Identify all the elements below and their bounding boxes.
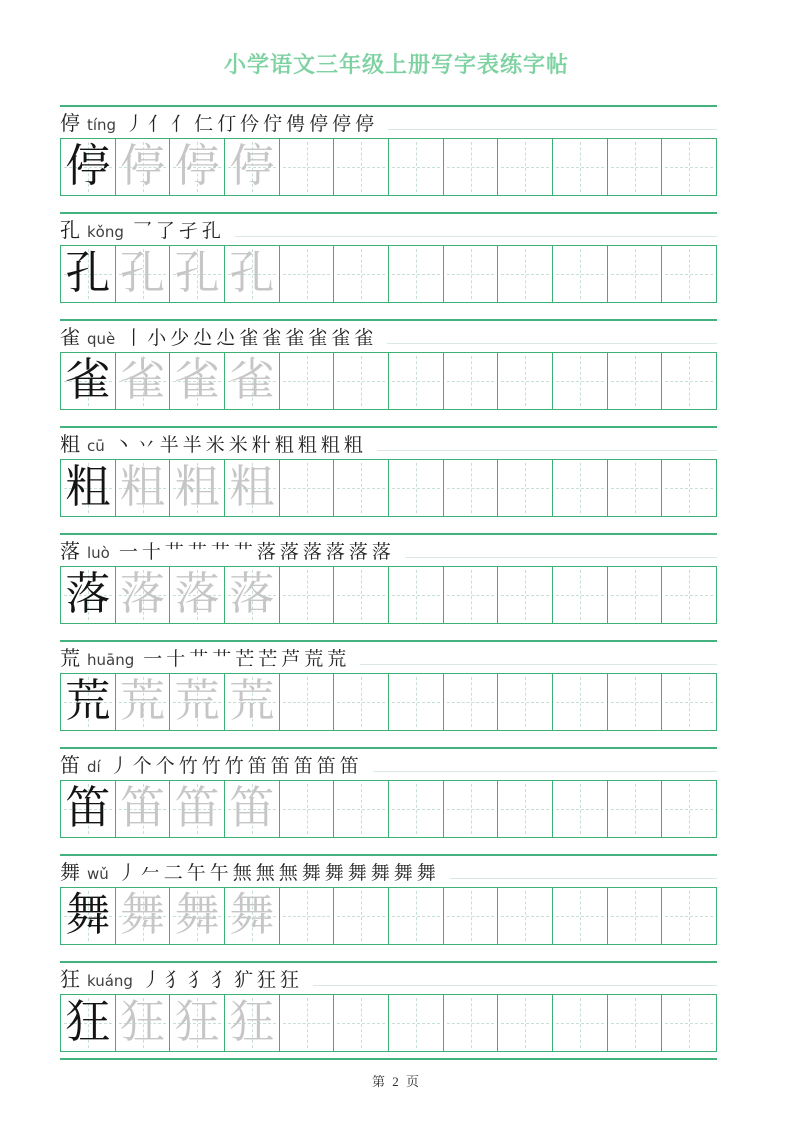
trace-character: 笛 — [120, 783, 166, 833]
bottom-divider — [60, 1058, 717, 1060]
header-character: 笛 — [60, 755, 80, 777]
practice-cell — [552, 781, 607, 837]
practice-cell — [169, 246, 224, 302]
header-stroke-order: 丿犭犭犭犷狂狂 — [141, 970, 303, 991]
cell-guide-horizontal — [665, 167, 713, 168]
cell-guide-horizontal — [392, 274, 440, 275]
cell-guide-horizontal — [447, 595, 495, 596]
trace-character: 停 — [120, 141, 166, 191]
practice-grid — [60, 138, 717, 196]
practice-cell — [661, 674, 716, 730]
cell-guide-horizontal — [283, 488, 331, 489]
practice-cell — [169, 888, 224, 944]
practice-cell — [388, 781, 443, 837]
cell-guide-horizontal — [447, 916, 495, 917]
header-leader-line — [373, 771, 717, 772]
cell-guide-horizontal — [665, 702, 713, 703]
cell-guide-horizontal — [501, 916, 549, 917]
header-stroke-order: 丨小少尐尐雀雀雀雀雀雀 — [124, 328, 378, 349]
footer-page-number: 第 2 页 — [371, 1074, 421, 1089]
practice-cell — [224, 674, 279, 730]
trace-character: 荒 — [174, 676, 220, 726]
cell-guide-horizontal — [556, 167, 604, 168]
header-leader-line — [388, 129, 717, 130]
practice-cell — [115, 567, 170, 623]
cell-guide-horizontal — [501, 809, 549, 810]
trace-character: 孔 — [229, 248, 275, 298]
practice-cell — [224, 567, 279, 623]
practice-cell — [61, 888, 115, 944]
section-divider — [60, 747, 717, 749]
header-pinyin: kǒng — [87, 222, 124, 241]
cell-guide-horizontal — [556, 809, 604, 810]
practice-cell — [169, 460, 224, 516]
cell-guide-horizontal — [611, 381, 659, 382]
model-character: 落 — [65, 569, 111, 619]
cell-guide-horizontal — [447, 809, 495, 810]
header-pinyin: luò — [87, 543, 110, 562]
practice-section — [60, 426, 717, 517]
practice-cell — [333, 995, 388, 1051]
cell-guide-horizontal — [337, 381, 385, 382]
header-leader-line — [405, 557, 717, 558]
cell-guide-horizontal — [283, 595, 331, 596]
trace-character: 舞 — [174, 890, 220, 940]
practice-section — [60, 854, 717, 945]
cell-guide-horizontal — [501, 488, 549, 489]
practice-cell — [607, 888, 662, 944]
trace-character: 狂 — [120, 997, 166, 1047]
header-pinyin: wǔ — [87, 864, 109, 883]
header-pinyin: huāng — [87, 650, 135, 669]
practice-grid — [60, 994, 717, 1052]
cell-guide-horizontal — [337, 595, 385, 596]
trace-character: 粗 — [174, 462, 220, 512]
cell-guide-horizontal — [337, 167, 385, 168]
practice-cell — [115, 995, 170, 1051]
practice-cell — [552, 353, 607, 409]
header-stroke-order: 乛了孑孔 — [132, 221, 225, 242]
cell-guide-horizontal — [556, 274, 604, 275]
header-character: 雀 — [60, 327, 80, 349]
practice-cell — [279, 567, 334, 623]
cell-guide-horizontal — [447, 1023, 495, 1024]
trace-character: 停 — [174, 141, 220, 191]
cell-guide-horizontal — [556, 1023, 604, 1024]
header-leader-line — [450, 878, 717, 879]
practice-cell — [169, 781, 224, 837]
practice-cell — [333, 567, 388, 623]
header-character: 停 — [60, 113, 80, 135]
header-leader-line — [235, 236, 717, 237]
practice-cell — [388, 995, 443, 1051]
cell-guide-horizontal — [392, 595, 440, 596]
trace-character: 雀 — [229, 355, 275, 405]
practice-cell — [552, 674, 607, 730]
practice-cell — [497, 674, 552, 730]
practice-cell — [388, 246, 443, 302]
practice-cell — [224, 995, 279, 1051]
practice-grid — [60, 245, 717, 303]
model-character: 停 — [65, 141, 111, 191]
cell-guide-horizontal — [611, 809, 659, 810]
section-header — [60, 432, 717, 459]
header-pinyin: què — [87, 329, 116, 348]
practice-cell — [497, 139, 552, 195]
practice-section — [60, 961, 717, 1052]
page-title: 小学语文三年级上册写字表练字帖 — [223, 52, 569, 77]
practice-cell — [443, 353, 498, 409]
practice-cell — [61, 995, 115, 1051]
practice-cell — [224, 139, 279, 195]
practice-cell — [115, 139, 170, 195]
practice-cell — [661, 460, 716, 516]
cell-guide-horizontal — [665, 595, 713, 596]
cell-guide-horizontal — [665, 381, 713, 382]
cell-guide-horizontal — [611, 274, 659, 275]
trace-character: 舞 — [120, 890, 166, 940]
cell-guide-horizontal — [283, 274, 331, 275]
cell-guide-horizontal — [611, 1023, 659, 1024]
practice-cell — [607, 567, 662, 623]
practice-cell — [552, 246, 607, 302]
practice-cell — [224, 460, 279, 516]
header-character: 落 — [60, 541, 80, 563]
trace-character: 狂 — [174, 997, 220, 1047]
practice-cell — [169, 995, 224, 1051]
cell-guide-horizontal — [447, 702, 495, 703]
practice-cell — [607, 674, 662, 730]
practice-cell — [61, 674, 115, 730]
cell-guide-horizontal — [447, 167, 495, 168]
practice-section — [60, 105, 717, 196]
cell-guide-horizontal — [501, 381, 549, 382]
cell-guide-horizontal — [556, 381, 604, 382]
model-character: 粗 — [65, 462, 111, 512]
cell-guide-horizontal — [447, 274, 495, 275]
trace-character: 孔 — [174, 248, 220, 298]
header-leader-line — [377, 450, 717, 451]
practice-cell — [333, 353, 388, 409]
practice-cell — [169, 674, 224, 730]
practice-grid — [60, 352, 717, 410]
practice-cell — [443, 246, 498, 302]
practice-cell — [279, 353, 334, 409]
practice-cell — [115, 460, 170, 516]
trace-character: 落 — [120, 569, 166, 619]
practice-cell — [224, 781, 279, 837]
practice-cell — [661, 246, 716, 302]
cell-guide-horizontal — [611, 595, 659, 596]
section-divider — [60, 854, 717, 856]
practice-cell — [661, 139, 716, 195]
header-stroke-order: 丿个个竹竹竹笛笛笛笛笛 — [109, 756, 363, 777]
practice-section — [60, 640, 717, 731]
practice-cell — [61, 246, 115, 302]
practice-cell — [279, 888, 334, 944]
trace-character: 狂 — [229, 997, 275, 1047]
cell-guide-horizontal — [392, 702, 440, 703]
practice-grid — [60, 780, 717, 838]
cell-guide-horizontal — [611, 916, 659, 917]
practice-cell — [607, 781, 662, 837]
practice-cell — [388, 888, 443, 944]
practice-cell — [169, 567, 224, 623]
practice-cell — [333, 460, 388, 516]
cell-guide-horizontal — [283, 167, 331, 168]
section-header — [60, 646, 717, 673]
practice-cell — [607, 995, 662, 1051]
practice-cell — [61, 139, 115, 195]
practice-grid — [60, 459, 717, 517]
practice-cell — [279, 674, 334, 730]
practice-cell — [388, 353, 443, 409]
practice-cell — [115, 888, 170, 944]
cell-guide-horizontal — [283, 809, 331, 810]
header-character: 舞 — [60, 862, 80, 884]
cell-guide-horizontal — [392, 488, 440, 489]
cell-guide-horizontal — [392, 1023, 440, 1024]
section-header — [60, 860, 717, 887]
practice-cell — [169, 139, 224, 195]
practice-cell — [661, 781, 716, 837]
cell-guide-horizontal — [447, 381, 495, 382]
practice-cell — [224, 353, 279, 409]
practice-cell — [333, 139, 388, 195]
section-divider — [60, 640, 717, 642]
trace-character: 粗 — [229, 462, 275, 512]
practice-cell — [388, 674, 443, 730]
practice-cell — [279, 781, 334, 837]
header-leader-line — [360, 664, 717, 665]
header-stroke-order: 一十艹艹芒芒芦荒荒 — [143, 649, 351, 670]
practice-cell — [279, 139, 334, 195]
practice-cell — [552, 888, 607, 944]
practice-cell — [552, 139, 607, 195]
practice-cell — [224, 246, 279, 302]
practice-cell — [115, 246, 170, 302]
practice-cell — [61, 567, 115, 623]
cell-guide-horizontal — [392, 916, 440, 917]
practice-cell — [224, 888, 279, 944]
header-pinyin: dí — [87, 757, 101, 776]
practice-cell — [333, 888, 388, 944]
practice-cell — [552, 460, 607, 516]
cell-guide-horizontal — [392, 167, 440, 168]
cell-guide-horizontal — [556, 595, 604, 596]
practice-cell — [607, 353, 662, 409]
section-header — [60, 218, 717, 245]
trace-character: 舞 — [229, 890, 275, 940]
header-pinyin: tíng — [87, 115, 117, 134]
practice-section — [60, 212, 717, 303]
practice-cell — [115, 353, 170, 409]
practice-cell — [61, 460, 115, 516]
cell-guide-horizontal — [283, 916, 331, 917]
practice-cell — [607, 460, 662, 516]
trace-character: 荒 — [229, 676, 275, 726]
header-character: 荒 — [60, 648, 80, 670]
practice-cell — [115, 781, 170, 837]
practice-cell — [607, 139, 662, 195]
cell-guide-horizontal — [611, 167, 659, 168]
section-divider — [60, 533, 717, 535]
header-stroke-order: 丿亻亻仁仃仱佇俜停停停 — [125, 114, 379, 135]
practice-cell — [661, 353, 716, 409]
trace-character: 笛 — [229, 783, 275, 833]
practice-cell — [443, 674, 498, 730]
practice-section — [60, 747, 717, 838]
cell-guide-horizontal — [501, 702, 549, 703]
cell-guide-horizontal — [392, 809, 440, 810]
header-character: 孔 — [60, 220, 80, 242]
cell-guide-horizontal — [665, 274, 713, 275]
practice-grid — [60, 566, 717, 624]
practice-cell — [443, 781, 498, 837]
practice-grid — [60, 673, 717, 731]
practice-cell — [169, 353, 224, 409]
practice-cell — [497, 460, 552, 516]
practice-cell — [333, 246, 388, 302]
header-pinyin: kuáng — [87, 971, 133, 990]
practice-section — [60, 319, 717, 410]
practice-cell — [443, 995, 498, 1051]
cell-guide-horizontal — [392, 381, 440, 382]
trace-character: 雀 — [120, 355, 166, 405]
model-character: 笛 — [65, 783, 111, 833]
cell-guide-horizontal — [337, 1023, 385, 1024]
practice-cell — [497, 567, 552, 623]
section-divider — [60, 961, 717, 963]
section-divider — [60, 212, 717, 214]
practice-cell — [607, 246, 662, 302]
cell-guide-horizontal — [665, 809, 713, 810]
practice-cell — [497, 353, 552, 409]
practice-cell — [279, 460, 334, 516]
cell-guide-horizontal — [611, 488, 659, 489]
header-character: 狂 — [60, 969, 80, 991]
cell-guide-horizontal — [283, 1023, 331, 1024]
cell-guide-horizontal — [501, 1023, 549, 1024]
practice-cell — [279, 246, 334, 302]
practice-cell — [61, 781, 115, 837]
cell-guide-horizontal — [665, 488, 713, 489]
practice-cell — [443, 460, 498, 516]
trace-character: 荒 — [120, 676, 166, 726]
practice-cell — [497, 995, 552, 1051]
practice-cell — [333, 674, 388, 730]
practice-cell — [443, 888, 498, 944]
trace-character: 粗 — [120, 462, 166, 512]
cell-guide-horizontal — [556, 916, 604, 917]
section-divider — [60, 105, 717, 107]
practice-cell — [443, 567, 498, 623]
practice-cell — [443, 139, 498, 195]
practice-section — [60, 533, 717, 624]
cell-guide-horizontal — [337, 488, 385, 489]
practice-cell — [497, 246, 552, 302]
section-header — [60, 967, 717, 994]
trace-character: 雀 — [174, 355, 220, 405]
cell-guide-horizontal — [665, 916, 713, 917]
trace-character: 笛 — [174, 783, 220, 833]
header-leader-line — [313, 985, 717, 986]
practice-grid — [60, 887, 717, 945]
cell-guide-horizontal — [283, 702, 331, 703]
practice-cell — [552, 567, 607, 623]
section-header — [60, 111, 717, 138]
trace-character: 停 — [229, 141, 275, 191]
model-character: 荒 — [65, 676, 111, 726]
trace-character: 落 — [174, 569, 220, 619]
cell-guide-horizontal — [447, 488, 495, 489]
practice-cell — [497, 888, 552, 944]
practice-cell — [661, 995, 716, 1051]
header-stroke-order: 丿𠂉二午午無無無舞舞舞舞舞舞 — [117, 863, 440, 884]
section-divider — [60, 426, 717, 428]
cell-guide-horizontal — [337, 809, 385, 810]
header-pinyin: cū — [87, 436, 105, 455]
practice-cell — [661, 888, 716, 944]
cell-guide-horizontal — [501, 595, 549, 596]
practice-cell — [552, 995, 607, 1051]
cell-guide-horizontal — [665, 1023, 713, 1024]
trace-character: 落 — [229, 569, 275, 619]
header-leader-line — [387, 343, 717, 344]
practice-cell — [333, 781, 388, 837]
cell-guide-horizontal — [501, 274, 549, 275]
cell-guide-horizontal — [283, 381, 331, 382]
header-stroke-order: 丶丷半半米米籵粗粗粗粗 — [113, 435, 367, 456]
practice-cell — [661, 567, 716, 623]
practice-cell — [388, 567, 443, 623]
header-stroke-order: 一十艹艹艹艹落落落落落落 — [118, 542, 395, 563]
cell-guide-horizontal — [501, 167, 549, 168]
cell-guide-horizontal — [337, 274, 385, 275]
trace-character: 孔 — [120, 248, 166, 298]
section-header — [60, 539, 717, 566]
cell-guide-horizontal — [556, 702, 604, 703]
practice-cell — [388, 139, 443, 195]
cell-guide-horizontal — [556, 488, 604, 489]
header-character: 粗 — [60, 434, 80, 456]
practice-cell — [61, 353, 115, 409]
section-divider — [60, 319, 717, 321]
model-character: 狂 — [65, 997, 111, 1047]
model-character: 舞 — [65, 890, 111, 940]
cell-guide-horizontal — [337, 702, 385, 703]
cell-guide-horizontal — [611, 702, 659, 703]
practice-cell — [279, 995, 334, 1051]
model-character: 孔 — [65, 248, 111, 298]
cell-guide-horizontal — [337, 916, 385, 917]
practice-sections — [60, 76, 717, 1052]
section-header — [60, 753, 717, 780]
practice-cell — [115, 674, 170, 730]
section-header — [60, 325, 717, 352]
practice-cell — [497, 781, 552, 837]
model-character: 雀 — [65, 355, 111, 405]
practice-cell — [388, 460, 443, 516]
